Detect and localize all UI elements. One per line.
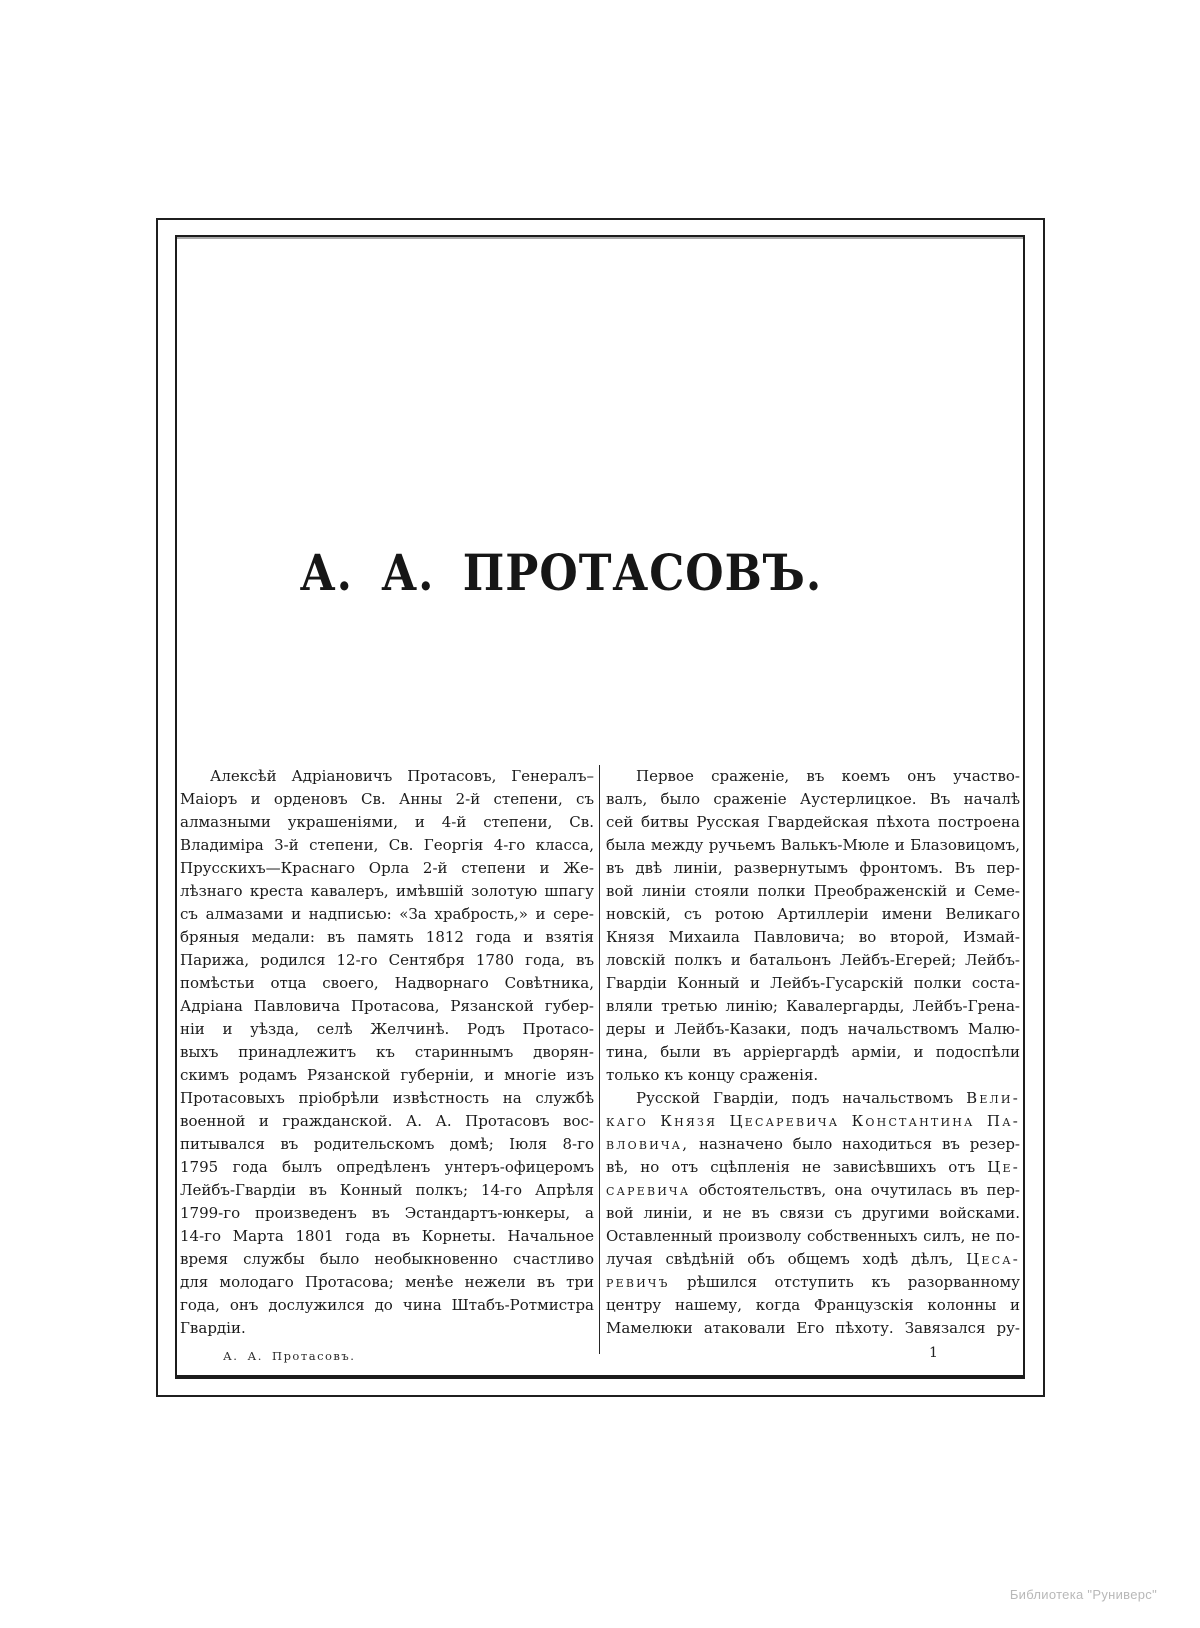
text-line: [180, 1156, 594, 1179]
text-line: [606, 1087, 1020, 1110]
body-text: помѣстьи отца своего, Надворнаго Совѣтника,: [180, 974, 594, 992]
text-line: [180, 1087, 594, 1110]
text-line: [180, 1179, 594, 1202]
text-line: [606, 1202, 1020, 1225]
small-caps-text: Вели-: [966, 1089, 1020, 1107]
text-line: [180, 1133, 594, 1156]
text-line: [180, 1248, 594, 1271]
body-text: Оставленный произволу собственныхъ силъ, не по-: [606, 1227, 1020, 1245]
text-line: [606, 1317, 1020, 1340]
text-line: [180, 949, 594, 972]
body-text: новскій, съ ротою Артиллеріи имени Великаго: [606, 905, 1020, 923]
right-column: [599, 765, 1020, 1354]
text-line: [606, 834, 1020, 857]
body-text: центру нашему, когда Французскія колонны и: [606, 1296, 1020, 1314]
body-text: ловскій полкъ и батальонъ Лейбъ-Егерей; Лейбъ-: [606, 951, 1020, 969]
body-text: вѣ, но отъ сцѣпленія не зависѣвшихъ отъ: [606, 1158, 988, 1176]
body-text: Алексѣй Адріановичъ Протасовъ, Генералъ–: [210, 767, 594, 785]
text-line: [606, 1179, 1020, 1202]
body-text: Парижа, родился 12-го Сентября 1780 года, въ: [180, 951, 594, 969]
body-text: военной и гражданской. А. А. Протасовъ вос-: [180, 1112, 594, 1130]
body-text: алмазными украшеніями, и 4-й степени, Св.: [180, 813, 594, 831]
text-line: [180, 1064, 594, 1087]
text-line: [180, 1294, 594, 1317]
text-line: [606, 788, 1020, 811]
text-line: [606, 903, 1020, 926]
small-caps-text: Це-: [987, 1158, 1020, 1176]
body-text: года, онъ дослужился до чина Штабъ-Ротмистра: [180, 1296, 594, 1314]
left-column: [180, 765, 594, 1354]
body-text: Маіоръ и орденовъ Св. Анны 2-й степени, съ: [180, 790, 594, 808]
body-text: Русской Гвардіи, подъ начальствомъ: [636, 1089, 967, 1107]
body-text: тина, были въ арріергардѣ арміи, и подоспѣли: [606, 1043, 1020, 1061]
body-text: Лейбъ-Гвардіи въ Конный полкъ; 14-го Апрѣля: [180, 1181, 594, 1199]
body-text: бряныя медали: въ память 1812 года и взятія: [180, 928, 594, 946]
text-line: [606, 926, 1020, 949]
body-text: Гвардіи Конный и Лейбъ-Гусарскій полки соста-: [606, 974, 1020, 992]
text-line: [606, 880, 1020, 903]
text-line: [180, 1202, 594, 1225]
text-line: [606, 1064, 1020, 1087]
text-line: [180, 1317, 594, 1340]
text-line: [180, 857, 594, 880]
text-line: [606, 949, 1020, 972]
body-text: 1795 года былъ опредѣленъ унтеръ-офицеромъ: [180, 1158, 594, 1176]
body-text: 1799-го произведенъ въ Эстандартъ-юнкеры, а: [180, 1204, 594, 1222]
text-line: [180, 811, 594, 834]
body-text: сей битвы Русская Гвардейская пѣхота построена: [606, 813, 1020, 831]
text-columns: [180, 765, 1020, 1354]
small-caps-text: вловича,: [606, 1135, 690, 1153]
text-line: [606, 1294, 1020, 1317]
text-line: [180, 1225, 594, 1248]
body-text: Мамелюки атаковали Его пѣхоту. Завязался ру-: [606, 1319, 1020, 1337]
body-text: назначено было находиться въ резер-: [689, 1135, 1020, 1153]
body-text: Адріана Павловича Протасова, Рязанской губер-: [180, 997, 594, 1015]
body-text: Гвардіи.: [180, 1319, 246, 1337]
text-line: [180, 1110, 594, 1133]
body-text: только къ концу сраженія.: [606, 1066, 819, 1084]
text-line: [606, 1133, 1020, 1156]
text-line: [180, 1018, 594, 1041]
page-outer-border: [156, 218, 1045, 1397]
text-line: [606, 1225, 1020, 1248]
text-line: [180, 972, 594, 995]
text-line: [606, 1271, 1020, 1294]
body-text: вой линіи, и не въ связи съ другими войсками.: [606, 1204, 1020, 1222]
text-line: [180, 765, 594, 788]
body-text: для молодаго Протасова; менѣе нежели въ три: [180, 1273, 594, 1291]
body-text: лѣзнаго креста кавалеръ, имѣвшій золотую шпагу: [180, 882, 594, 900]
text-line: [606, 1156, 1020, 1179]
body-text: съ алмазами и надписью: «За храбрость,» и сере-: [180, 905, 594, 923]
body-text: питывался въ родительскомъ домѣ; Іюля 8-го: [180, 1135, 594, 1153]
body-text: была между ручьемъ Валькъ-Мюле и Блазовицомъ,: [606, 836, 1020, 854]
body-text: Прусскихъ—Краснаго Орла 2-й степени и Же-: [180, 859, 594, 877]
text-line: [606, 1018, 1020, 1041]
body-text: Владиміра 3-й степени, Св. Георгія 4-го класса,: [180, 836, 594, 854]
small-caps-text: каго Князя Цесаревича Константина Па-: [606, 1112, 1020, 1130]
body-text: обстоятельствъ, она очутилась въ пер-: [690, 1181, 1020, 1199]
text-line: [606, 972, 1020, 995]
body-text: рѣшился отступить къ разорванному: [669, 1273, 1020, 1291]
text-line: [180, 834, 594, 857]
text-line: [180, 880, 594, 903]
page-inner-border: [175, 235, 1025, 1379]
text-line: [180, 903, 594, 926]
text-line: [606, 1041, 1020, 1064]
body-text: Протасовыхъ пріобрѣли извѣстность на службѣ: [180, 1089, 594, 1107]
body-text: вляли третью линію; Кавалергарды, Лейбъ-Грена-: [606, 997, 1020, 1015]
body-text: лучая свѣдѣній объ общемъ ходѣ дѣлъ,: [606, 1250, 967, 1268]
text-line: [180, 1041, 594, 1064]
footer-signature: А. А. Протасовъ.: [223, 1349, 356, 1363]
text-line: [606, 995, 1020, 1018]
body-text: вой линіи стояли полки Преображенскій и Семе-: [606, 882, 1020, 900]
library-watermark: Библиотека "Руниверс": [1009, 1587, 1157, 1602]
text-line: [606, 1248, 1020, 1271]
body-text: въ двѣ линіи, развернутымъ фронтомъ. Въ пер-: [606, 859, 1020, 877]
small-caps-text: Цеса-: [966, 1250, 1020, 1268]
text-line: [606, 765, 1020, 788]
body-text: скимъ родамъ Рязанской губерніи, и многіе изъ: [180, 1066, 594, 1084]
page-title: А. А. ПРОТАСОВЪ.: [299, 545, 823, 603]
body-text: ніи и уѣзда, селѣ Желчинѣ. Родъ Протасо-: [180, 1020, 594, 1038]
body-text: валъ, было сраженіе Аустерлицкое. Въ началѣ: [606, 790, 1020, 808]
text-line: [180, 1271, 594, 1294]
body-text: выхъ принадлежитъ къ стариннымъ дворян-: [180, 1043, 594, 1061]
text-line: [180, 788, 594, 811]
page-number: 1: [929, 1345, 938, 1361]
text-line: [606, 1110, 1020, 1133]
text-line: [180, 926, 594, 949]
text-line: [180, 995, 594, 1018]
text-line: [606, 857, 1020, 880]
small-caps-text: ревичъ: [606, 1273, 670, 1291]
body-text: Князя Михаила Павловича; во второй, Измай-: [606, 928, 1020, 946]
small-caps-text: саревича: [606, 1181, 691, 1199]
body-text: 14-го Марта 1801 года въ Корнеты. Начальное: [180, 1227, 594, 1245]
body-text: деры и Лейбъ-Казаки, подъ начальствомъ Малю-: [606, 1020, 1020, 1038]
body-text: Первое сраженіе, въ коемъ онъ участво-: [636, 767, 1020, 785]
text-line: [606, 811, 1020, 834]
body-text: время службы было необыкновенно счастливо: [180, 1250, 594, 1268]
